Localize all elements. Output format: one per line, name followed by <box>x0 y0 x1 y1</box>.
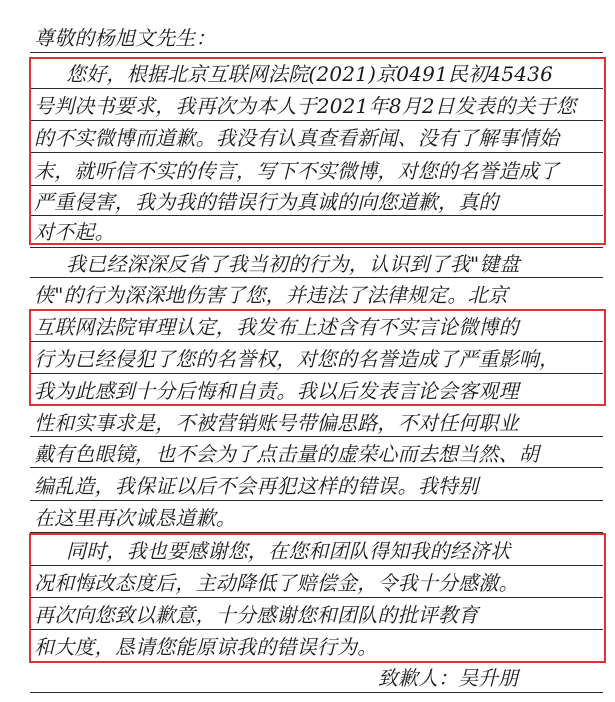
paragraph-2-line-7: 戴有色眼镜，也不会为了点击量的虚荣心而去想当然、胡 <box>34 442 539 466</box>
paragraph-1-line-1: 您好，根据北京互联网法院(2021)京0491民初45436 <box>66 62 554 86</box>
highlight-box-gratitude-paragraph <box>29 533 606 663</box>
signature: 致歉人：吴升朋 <box>378 666 518 690</box>
highlight-box-court-finding <box>29 309 606 406</box>
salutation: 尊敬的杨旭文先生： <box>34 26 216 50</box>
ruled-line <box>30 52 603 53</box>
paragraph-2-line-4: 行为已经侵犯了您的名誉权，对您的名誉造成了严重影响， <box>34 347 560 371</box>
paragraph-1-line-3: 的不实微博而道歉。我没有认真查看新闻、没有了解事情始 <box>34 126 560 150</box>
ruled-line <box>30 500 603 501</box>
paragraph-2-line-6: 性和实事求是，不被营销账号带偏思路，不对任何职业 <box>34 411 519 435</box>
paragraph-3-line-2: 况和悔改态度后，主动降低了赔偿金，令我十分感激。 <box>34 571 519 595</box>
paragraph-2-line-9: 在这里再次诚恳道歉。 <box>34 506 236 530</box>
ruled-line <box>30 467 603 468</box>
ruled-line <box>30 692 603 693</box>
paragraph-2-line-5: 我为此感到十分后悔和自责。我以后发表言论会客观理 <box>34 379 519 403</box>
ruled-line <box>30 277 603 278</box>
paragraph-2-line-1: 我已经深深反省了我当初的行为，认识到了我"键盘 <box>66 252 520 276</box>
highlight-box-apology-paragraph <box>29 57 606 245</box>
paragraph-2-line-8: 编乱造，我保证以后不会再犯这样的错误。我特别 <box>34 474 479 498</box>
ruled-line <box>30 436 603 437</box>
paragraph-1-line-4: 末，就听信不实的传言，写下不实微博，对您的名誉造成了 <box>34 159 560 183</box>
ruled-line <box>30 247 603 248</box>
paragraph-3-line-1: 同时，我也要感谢您，在您和团队得知我的经济状 <box>66 539 511 563</box>
paragraph-1-line-2: 号判决书要求，我再次为本人于2021年8月2日发表的关于您 <box>34 94 577 118</box>
paragraph-3-line-3: 再次向您致以歉意，十分感谢您和团队的批评教育 <box>34 603 479 627</box>
paragraph-2-line-3: 互联网法院审理认定，我发布上述含有不实言论微博的 <box>34 315 519 339</box>
paragraph-1-line-5: 严重侵害，我为我的错误行为真诚的向您道歉，真的 <box>34 190 499 214</box>
paragraph-3-line-4: 和大度，恳请您能原谅我的错误行为。 <box>34 635 378 659</box>
paragraph-1-line-6: 对不起。 <box>34 220 115 244</box>
paragraph-2-line-2: 侠"的行为深深地伤害了您，并违法了法律规定。北京 <box>34 283 508 307</box>
